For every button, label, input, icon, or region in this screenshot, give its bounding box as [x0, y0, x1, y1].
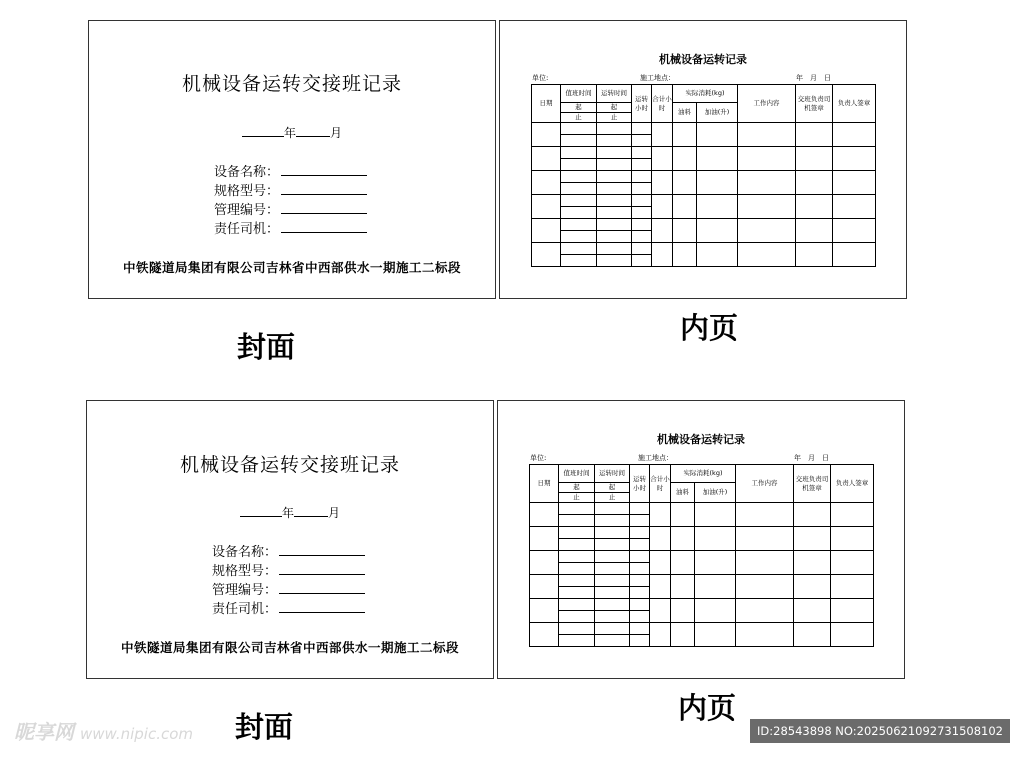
- header-run-end: 止: [597, 113, 632, 123]
- table-row: [530, 575, 874, 587]
- cover-title: 机械设备运转交接班记录: [181, 73, 402, 95]
- header-fuel: 油料: [671, 483, 695, 503]
- header-run-hours: 运转小时: [632, 85, 652, 123]
- cover-title: 机械设备运转交接班记录: [179, 454, 400, 476]
- header-run-hours: 运转小时: [630, 465, 650, 503]
- header-run-start: 起: [597, 103, 632, 113]
- table-row: [532, 147, 876, 159]
- header-fuel: 油料: [673, 103, 697, 123]
- header-run-time: 运转时间: [595, 465, 630, 483]
- inner-page-panel-top: [499, 20, 907, 299]
- image-id-bar: ID:28543898 NO:20250621092731508102: [750, 719, 1010, 743]
- date-label: 年 月 日: [794, 454, 829, 462]
- cover-panel-top: [88, 20, 496, 299]
- inner-page-panel-bottom: [497, 400, 905, 679]
- header-work-content: 工作内容: [738, 85, 796, 123]
- month-label: 月: [328, 506, 341, 520]
- header-consumption: 实际消耗(kg): [671, 465, 736, 483]
- header-shift-time: 值班时间: [559, 465, 595, 483]
- company-name: 中铁隧道局集团有限公司吉林省中西部供水一期施工二标段: [120, 640, 459, 655]
- header-manager-signature: 负责人签章: [831, 465, 874, 503]
- unit-label: 单位:: [532, 74, 549, 82]
- table-row: [532, 219, 876, 231]
- year-label: 年: [281, 506, 294, 520]
- watermark: 昵享网 www.nipic.com: [14, 720, 194, 744]
- header-run-time: 运转时间: [597, 85, 632, 103]
- table-row: [530, 527, 874, 539]
- unit-label: 单位:: [530, 454, 547, 462]
- header-shift-time: 值班时间: [561, 85, 597, 103]
- header-total-hours: 合计小时: [652, 85, 673, 123]
- cover-date-line: [87, 504, 493, 521]
- header-oil: 加油(升): [695, 483, 736, 503]
- company-name: 中铁隧道局集团有限公司吉林省中西部供水一期施工二标段: [122, 260, 461, 275]
- cover-panel-bottom: [86, 400, 494, 679]
- record-table: [531, 84, 876, 267]
- header-manager-signature: 负责人签章: [833, 85, 876, 123]
- header-shift-start: 起: [561, 103, 597, 113]
- header-work-content: 工作内容: [736, 465, 794, 503]
- inner-caption: 内页: [680, 311, 739, 345]
- table-row: [532, 243, 876, 255]
- header-shift-start: 起: [559, 483, 595, 493]
- header-shift-end: 止: [559, 493, 595, 503]
- table-row: [530, 503, 874, 515]
- table-row: [530, 551, 874, 563]
- header-run-end: 止: [595, 493, 630, 503]
- table-row: [530, 623, 874, 635]
- field-management-no: 管理编号：: [212, 579, 365, 598]
- field-driver: 责任司机：: [212, 598, 365, 617]
- header-shift-end: 止: [561, 113, 597, 123]
- header-consumption: 实际消耗(kg): [673, 85, 738, 103]
- header-handover-signature: 交班负责司机签章: [794, 465, 831, 503]
- cover-caption: 封面: [237, 330, 296, 364]
- date-label: 年 月 日: [796, 74, 831, 82]
- table-row: [532, 123, 876, 135]
- site-label: 施工地点：: [640, 74, 675, 82]
- field-equipment-name: 设备名称：: [214, 161, 367, 180]
- field-equipment-name: 设备名称：: [212, 541, 365, 560]
- field-management-no: 管理编号：: [214, 199, 367, 218]
- field-model: 规格型号：: [212, 560, 365, 579]
- record-table-body: [532, 85, 876, 267]
- cover-caption: 封面: [235, 710, 294, 744]
- header-oil: 加油(升): [697, 103, 738, 123]
- inner-caption: 内页: [678, 691, 737, 725]
- field-driver: 责任司机：: [214, 218, 367, 237]
- year-label: 年: [283, 126, 296, 140]
- table-row: [532, 171, 876, 183]
- cover-date-line: [89, 124, 495, 141]
- inner-title: 机械设备运转记录: [657, 433, 745, 446]
- header-total-hours: 合计小时: [650, 465, 671, 503]
- table-row: [532, 195, 876, 207]
- inner-title: 机械设备运转记录: [659, 53, 747, 66]
- header-handover-signature: 交班负责司机签章: [796, 85, 833, 123]
- record-table-body: [530, 465, 874, 647]
- header-run-start: 起: [595, 483, 630, 493]
- month-label: 月: [330, 126, 343, 140]
- record-table: [529, 464, 874, 647]
- table-row: [530, 599, 874, 611]
- header-date: 日期: [532, 85, 561, 123]
- site-label: 施工地点：: [638, 454, 673, 462]
- header-date: 日期: [530, 465, 559, 503]
- field-model: 规格型号：: [214, 180, 367, 199]
